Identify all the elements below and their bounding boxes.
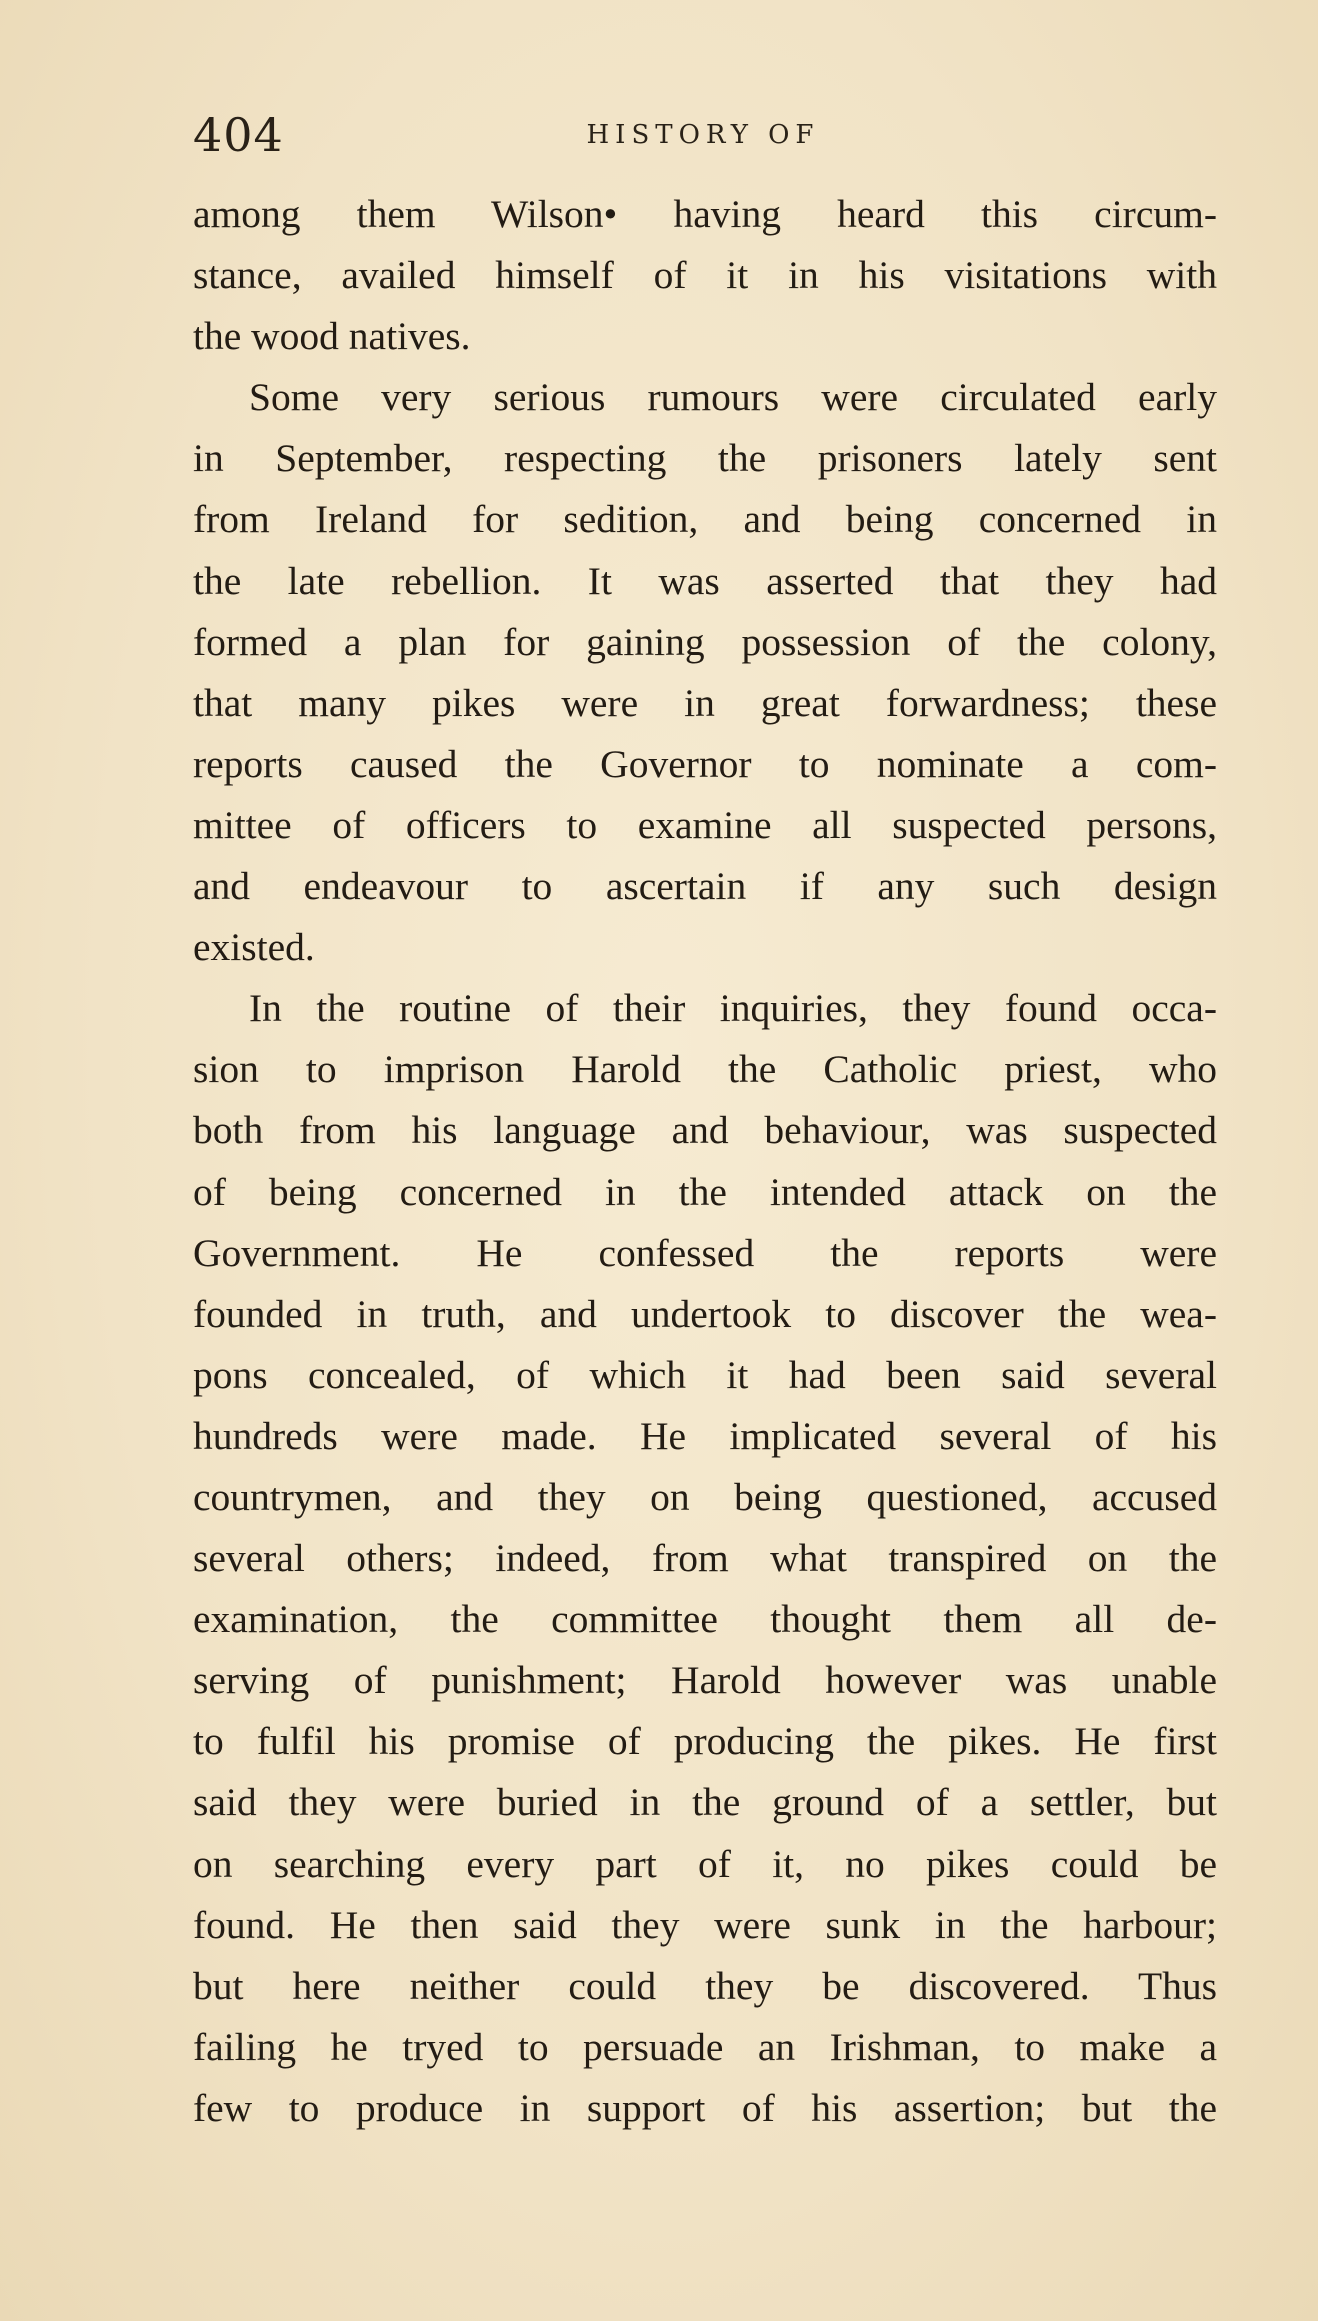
text-line: on searching every part of it, no pikes could be bbox=[193, 1841, 1217, 1886]
text-line: hundreds were made. He implicated several of his bbox=[193, 1413, 1217, 1458]
paragraph-2 bbox=[193, 367, 1217, 978]
text-line: existed. bbox=[193, 925, 315, 970]
text-line: sion to imprison Harold the Catholic priest, who bbox=[193, 1047, 1217, 1092]
page-number: 404 bbox=[193, 108, 284, 162]
text-line: from Ireland for sedition, and being concerned in bbox=[193, 497, 1217, 542]
text-line: In the routine of their inquiries, they found occa- bbox=[249, 986, 1217, 1031]
text-line: pons concealed, of which it had been said several bbox=[193, 1352, 1217, 1397]
text-line: few to produce in support of his assertion; but the bbox=[193, 2085, 1217, 2130]
text-line: stance, availed himself of it in his visitations with bbox=[193, 253, 1217, 298]
text-line: countrymen, and they on being questioned, accused bbox=[193, 1474, 1217, 1519]
running-head: HISTORY OF bbox=[586, 120, 820, 150]
text-line: said they were buried in the ground of a settler, but bbox=[193, 1780, 1217, 1825]
text-line: Government. He confessed the reports were bbox=[193, 1230, 1217, 1275]
text-line: Some very serious rumours were circulated early bbox=[249, 375, 1217, 420]
text-line: the wood natives. bbox=[193, 314, 471, 359]
text-line: reports caused the Governor to nominate a com- bbox=[193, 741, 1217, 786]
body-text bbox=[193, 184, 1217, 2139]
text-line: founded in truth, and undertook to discover the wea- bbox=[193, 1291, 1217, 1336]
text-line: of being concerned in the intended attack on the bbox=[193, 1169, 1217, 1214]
text-line: that many pikes were in great forwardness; these bbox=[193, 680, 1217, 725]
text-line: examination, the committee thought them all de- bbox=[193, 1597, 1217, 1642]
text-line: serving of punishment; Harold however was unable bbox=[193, 1658, 1217, 1703]
text-line: the late rebellion. It was asserted that they had bbox=[193, 558, 1217, 603]
text-line: formed a plan for gaining possession of the colony, bbox=[193, 619, 1217, 664]
paragraph-1 bbox=[193, 184, 1217, 367]
text-line: but here neither could they be discovered. Thus bbox=[193, 1963, 1217, 2008]
text-line: to fulfil his promise of producing the pikes. He first bbox=[193, 1719, 1217, 1764]
text-line: found. He then said they were sunk in the harbour; bbox=[193, 1902, 1217, 1947]
text-line: failing he tryed to persuade an Irishman, to make a bbox=[193, 2024, 1217, 2069]
text-line: and endeavour to ascertain if any such design bbox=[193, 864, 1217, 909]
paragraph-3 bbox=[193, 978, 1217, 2139]
text-line: mittee of officers to examine all suspected persons, bbox=[193, 802, 1217, 847]
text-line: among them Wilson• having heard this circum- bbox=[193, 192, 1217, 236]
page-header bbox=[193, 108, 1213, 168]
text-line: in September, respecting the prisoners lately sent bbox=[193, 436, 1217, 481]
text-line: both from his language and behaviour, was suspected bbox=[193, 1108, 1217, 1153]
text-line: several others; indeed, from what transpired on the bbox=[193, 1536, 1217, 1581]
